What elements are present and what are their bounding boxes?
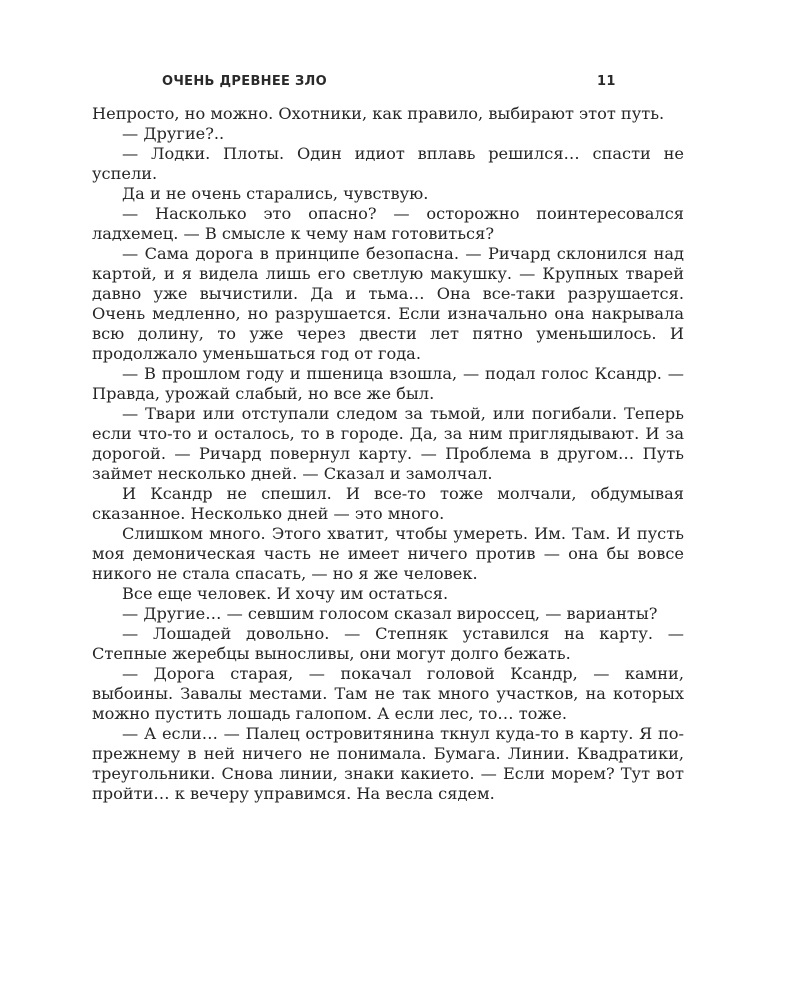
paragraph: — Другие… — севшим голосом сказал вироссец, — варианты? <box>122 604 658 623</box>
paragraph: — Сама дорога в принципе безопасна. — Ричард склонился над картой, и я видела лишь его светлую макушку. — Крупных тварей давно уже вычистили. Да и тьма… Она все-таки разрушается. Очень медленно, но разрушается. Если изначально она накрывала всю долину, то уже через двести лет пятно уменьшилось. И продолжало уменьшаться год от года. <box>92 244 684 363</box>
page-number: 11 <box>597 74 616 89</box>
paragraph: — Лодки. Плоты. Один идиот вплавь решился… спасти не успели. <box>92 144 684 183</box>
paragraph: — Дорога старая, — покачал головой Ксандр, — камни, выбоины. Завалы местами. Там не так много участков, на которых можно пустить лошадь галопом. А если лес, то… тоже. <box>92 664 684 723</box>
paragraph: — В прошлом году и пшеница взошла, — подал голос Ксандр. — Правда, урожай слабый, но все же был. <box>92 364 684 403</box>
paragraph: Слишком много. Этого хватит, чтобы умереть. Им. Там. И пусть моя демоническая часть не имеет ничего против — она бы вовсе никого не стала спасать, — но я же человек. <box>92 524 684 583</box>
paragraph: Все еще человек. И хочу им остаться. <box>122 584 449 603</box>
paragraph: — Насколько это опасно? — осторожно поинтересовался ладхемец. — В смысле к чему нам готовиться? <box>92 204 684 243</box>
paragraph: — А если… — Палец островитянина ткнул куда-то в карту. Я по-прежнему в ней ничего не понимала. Бумага. Линии. Квадратики, треугольники. Снова линии, знаки какието. — Если морем? Тут вот пройти… к вечеру управимся. На весла сядем. <box>92 724 684 803</box>
paragraph: И Ксандр не спешил. И все-то тоже молчали, обдумывая сказанное. Несколько дней — это много. <box>92 484 684 523</box>
book-page <box>92 70 684 804</box>
body-text <box>92 104 684 804</box>
running-title: ОЧЕНЬ ДРЕВНЕЕ ЗЛО <box>162 74 327 89</box>
running-head <box>92 70 684 92</box>
paragraph: — Другие?.. <box>122 124 225 143</box>
paragraph: Да и не очень старались, чувствую. <box>122 184 429 203</box>
paragraph: — Твари или отступали следом за тьмой, или погибали. Теперь если что-то и осталось, то в городе. Да, за ним приглядывают. И за дорогой. — Ричард повернул карту. — Проблема в другом… Путь займет несколько дней. — Сказал и замолчал. <box>92 404 684 483</box>
paragraph: Непросто, но можно. Охотники, как правило, выбирают этот путь. <box>92 104 665 123</box>
paragraph: — Лошадей довольно. — Степняк уставился на карту. — Степные жеребцы выносливы, они могут долго бежать. <box>92 624 684 663</box>
